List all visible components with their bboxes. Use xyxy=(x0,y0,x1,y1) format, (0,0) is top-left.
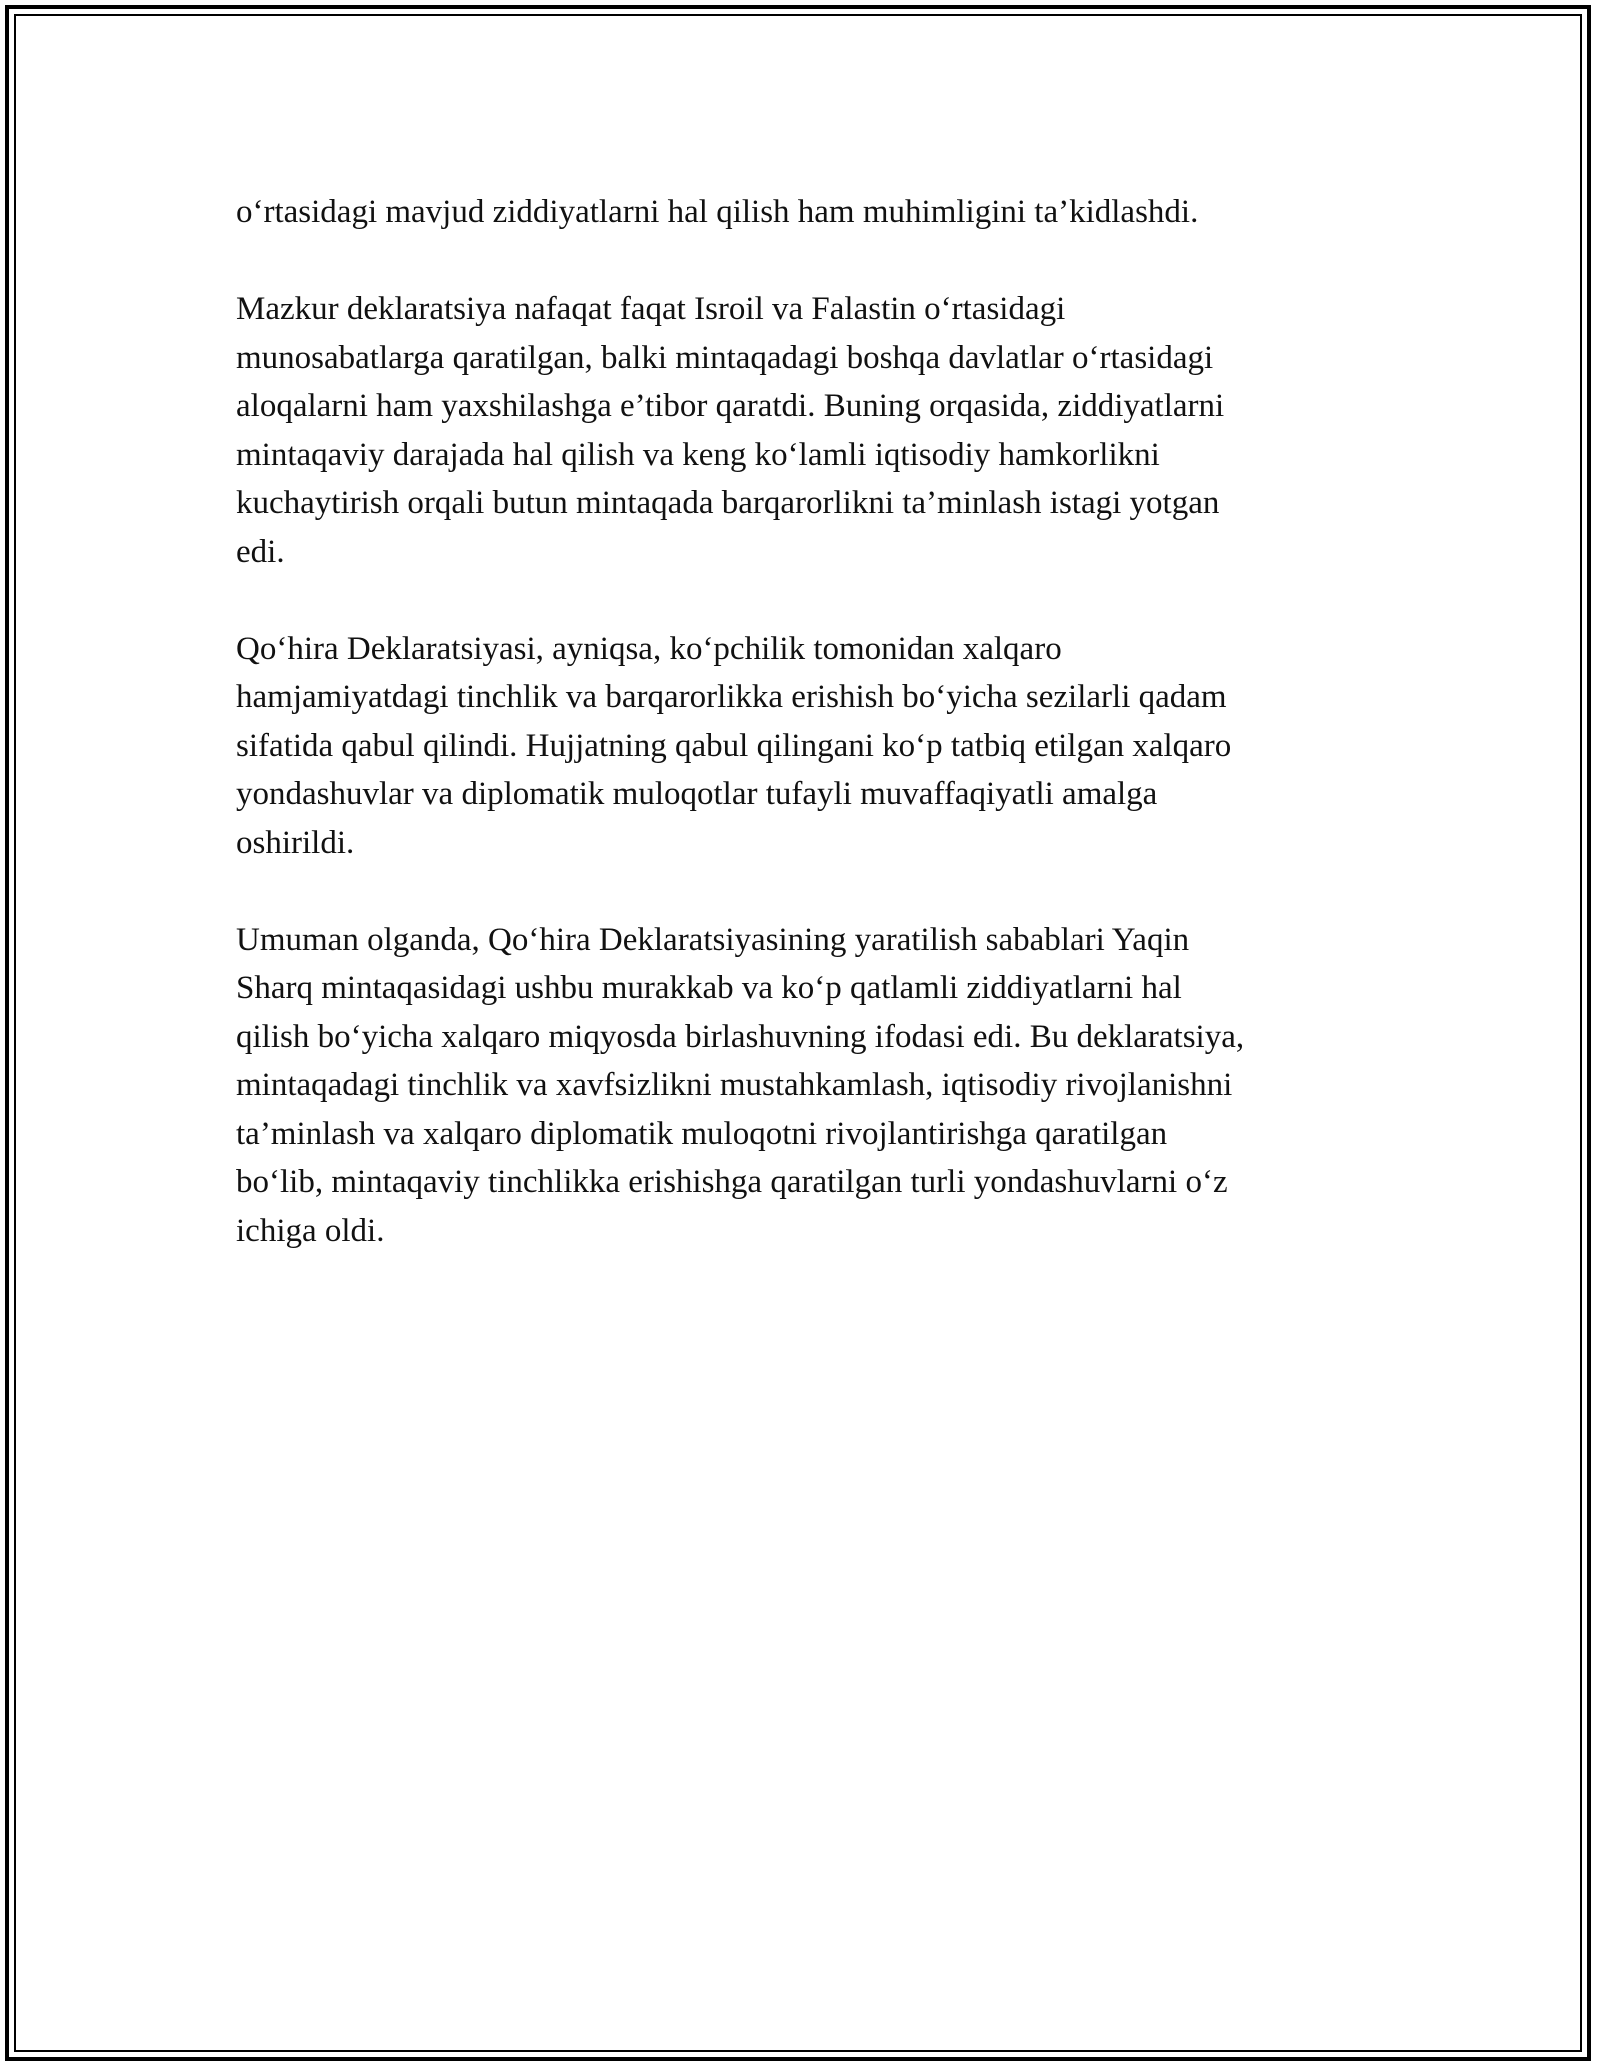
paragraph-4: Umuman olganda, Qo‘hira Deklaratsiyasining yaratilish sabablari Yaqin Sharq mintaqasidagi ushbu murakkab va ko‘p qatlamli ziddiyatlarni hal qilish bo‘yicha xalqaro miqyosda birlashuvning ifodasi edi. Bu deklaratsiya, mintaqadagi tinchlik va xavfsizlikni mustahkamlash, iqtisodiy rivojlanishni ta’minlash va xalqaro diplomatik muloqotni rivojlantirishga qaratilgan bo‘lib, mintaqaviy tinchlikka erishishga qaratilgan turli yondashuvlarni o‘z ichiga oldi. xyxy=(236,921,1245,1249)
document-body xyxy=(236,188,1366,1304)
paragraph-2: Mazkur deklaratsiya nafaqat faqat Isroil va Falastin o‘rtasidagi munosabatlarga qaratilgan, balki mintaqadagi boshqa davlatlar o‘rtasidagi aloqalarni ham yaxshilashga e’tibor qaratdi. Buning orqasida, ziddiyatlarni mintaqaviy darajada hal qilish va keng ko‘lamli iqtisodiy hamkorlikni kuchaytirish orqali butun mintaqada barqarorlikni ta’minlash istagi yotgan edi. xyxy=(236,291,1225,570)
paragraph-1: o‘rtasidagi mavjud ziddiyatlarni hal qilish ham muhimligini ta’kidlashdi. xyxy=(236,194,1199,230)
paragraph-3: Qo‘hira Deklaratsiyasi, ayniqsa, ko‘pchilik tomonidan xalqaro hamjamiyatdagi tinchlik va barqarorlikka erishish bo‘yicha sezilarli qadam sifatida qabul qilindi. Hujjatning qabul qilingani ko‘p tatbiq etilgan xalqaro yondashuvlar va diplomatik muloqotlar tufayli muvaffaqiyatli amalga oshirildi. xyxy=(236,630,1232,861)
